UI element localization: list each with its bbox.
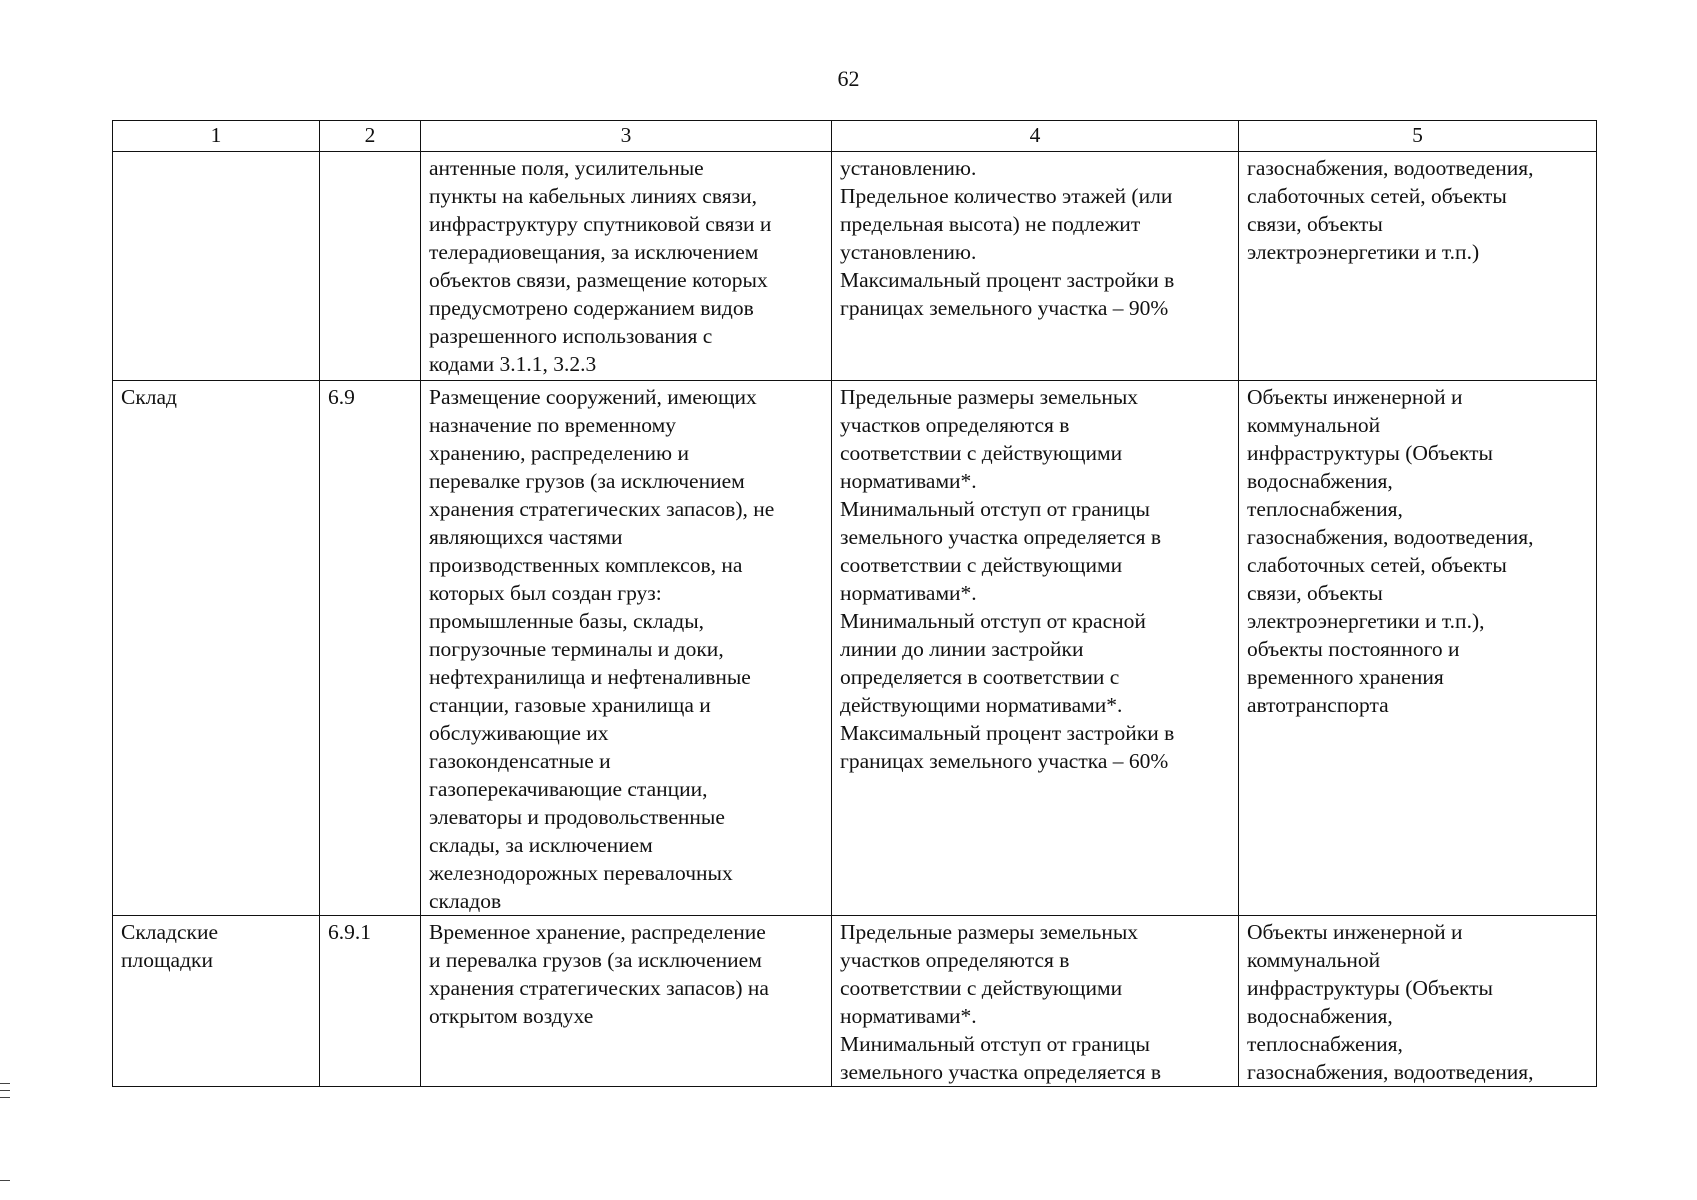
cell-text-line: соответствии с действующими	[840, 441, 1123, 465]
cell-text-line: хранения стратегических запасов), не	[429, 497, 775, 521]
cell-text-line: газоснабжения, водоотведения,	[1247, 156, 1534, 180]
cell-text-line: Предельные размеры земельных	[840, 385, 1139, 409]
cell-use-code	[320, 916, 421, 1087]
cell-text-line: антенные поля, усилительные	[429, 156, 704, 180]
cell-text-line: газоперекачивающие станции,	[429, 777, 708, 801]
cell-text-line: элеваторы и продовольственные	[429, 805, 725, 829]
cell-text-line: обслуживающие их	[429, 721, 609, 745]
header-col-5: 5	[1239, 121, 1597, 152]
cell-parameters	[832, 152, 1239, 381]
cell-text-line: газоконденсатные и	[429, 749, 611, 773]
cell-text-line: связи, объекты	[1247, 212, 1383, 236]
cell-auxiliary-uses	[1239, 152, 1597, 381]
cell-text-line: Минимальный отступ от красной	[840, 609, 1146, 633]
cell-text-line: коммунальной	[1247, 948, 1381, 972]
cell-text-line: предусмотрено содержанием видов	[429, 296, 754, 320]
cell-use-code	[320, 152, 421, 381]
header-col-4: 4	[832, 121, 1239, 152]
cell-text-line: 6.9	[328, 385, 355, 409]
cell-text-line: открытом воздухе	[429, 1004, 594, 1028]
cell-use-description	[421, 152, 832, 381]
cell-text-line: связи, объекты	[1247, 581, 1383, 605]
cell-text-line: предельная высота) не подлежит	[840, 212, 1141, 236]
cell-text-line: Максимальный процент застройки в	[840, 721, 1175, 745]
cell-text-line: инфраструктуру спутниковой связи и	[429, 212, 772, 236]
cell-text-line: Объекты инженерной и	[1247, 385, 1463, 409]
cell-text-line: нормативами*.	[840, 469, 977, 493]
cell-text-line: производственных комплексов, на	[429, 553, 743, 577]
cell-text-line: пункты на кабельных линиях связи,	[429, 184, 757, 208]
cell-text-line: коммунальной	[1247, 413, 1381, 437]
cell-text-line: являющихся частями	[429, 525, 623, 549]
cell-text-line: границах земельного участка – 60%	[840, 749, 1169, 773]
scan-edge-mark	[0, 1090, 10, 1091]
cell-text-line: Складские	[121, 920, 219, 944]
cell-parameters	[832, 381, 1239, 916]
cell-text-line: определяется в соответствии с	[840, 665, 1120, 689]
cell-use-name	[113, 152, 320, 381]
header-col-1: 1	[113, 121, 320, 152]
cell-text-line: склады, за исключением	[429, 833, 653, 857]
cell-text-line: погрузочные терминалы и доки,	[429, 637, 724, 661]
cell-text-line: газоснабжения, водоотведения,	[1247, 1060, 1534, 1084]
cell-text-line: нормативами*.	[840, 1004, 977, 1028]
cell-text-line: водоснабжения,	[1247, 469, 1393, 493]
cell-text-line: станции, газовые хранилища и	[429, 693, 711, 717]
cell-text-line: складов	[429, 889, 502, 913]
cell-text-line: Предельное количество этажей (или	[840, 184, 1173, 208]
cell-text-line: соответствии с действующими	[840, 976, 1123, 1000]
cell-parameters	[832, 916, 1239, 1087]
cell-text-line: границах земельного участка – 90%	[840, 296, 1169, 320]
cell-text-line: перевалке грузов (за исключением	[429, 469, 745, 493]
cell-text-line: слаботочных сетей, объекты	[1247, 553, 1507, 577]
cell-text-line: временного хранения	[1247, 665, 1444, 689]
cell-text-line: соответствии с действующими	[840, 553, 1123, 577]
cell-text-line: электроэнергетики и т.п.)	[1247, 240, 1480, 264]
cell-use-description	[421, 916, 832, 1087]
cell-text-line: участков определяются в	[840, 413, 1070, 437]
cell-text-line: объектов связи, размещение которых	[429, 268, 768, 292]
cell-text-line: телерадиовещания, за исключением	[429, 240, 759, 264]
cell-use-description	[421, 381, 832, 916]
cell-text-line: нефтехранилища и нефтеналивные	[429, 665, 751, 689]
cell-text-line: разрешенного использования с	[429, 324, 713, 348]
table-header	[113, 121, 1597, 152]
cell-text-line: хранению, распределению и	[429, 441, 689, 465]
cell-text-line: Минимальный отступ от границы	[840, 1032, 1150, 1056]
cell-text-line: объекты постоянного и	[1247, 637, 1460, 661]
cell-text-line: инфраструктуры (Объекты	[1247, 976, 1494, 1000]
cell-text-line: железнодорожных перевалочных	[429, 861, 733, 885]
scan-edge-mark	[0, 1097, 10, 1098]
table-row	[113, 152, 1597, 381]
cell-text-line: теплоснабжения,	[1247, 1032, 1403, 1056]
cell-text-line: Максимальный процент застройки в	[840, 268, 1175, 292]
cell-text-line: и перевалка грузов (за исключением	[429, 948, 762, 972]
cell-text-line: нормативами*.	[840, 581, 977, 605]
cell-text-line: Склад	[121, 385, 177, 409]
cell-text-line: инфраструктуры (Объекты	[1247, 441, 1494, 465]
scan-edge-mark	[0, 1180, 10, 1181]
cell-text-line: электроэнергетики и т.п.),	[1247, 609, 1485, 633]
cell-text-line: 6.9.1	[328, 920, 371, 944]
cell-text-line: слаботочных сетей, объекты	[1247, 184, 1507, 208]
header-row	[113, 121, 1597, 152]
cell-text-line: газоснабжения, водоотведения,	[1247, 525, 1534, 549]
cell-text-line: Минимальный отступ от границы	[840, 497, 1150, 521]
cell-text-line: земельного участка определяется в	[840, 525, 1161, 549]
cell-text-line: земельного участка определяется в	[840, 1060, 1161, 1084]
cell-text-line: назначение по временному	[429, 413, 676, 437]
cell-text-line: которых был создан груз:	[429, 581, 662, 605]
cell-use-code	[320, 381, 421, 916]
cell-text-line: установлению.	[840, 156, 977, 180]
cell-text-line: линии до линии застройки	[840, 637, 1084, 661]
cell-text-line: автотранспорта	[1247, 693, 1389, 717]
cell-text-line: установлению.	[840, 240, 977, 264]
cell-text-line: водоснабжения,	[1247, 1004, 1393, 1028]
cell-use-name	[113, 381, 320, 916]
cell-text-line: Размещение сооружений, имеющих	[429, 385, 757, 409]
cell-text-line: промышленные базы, склады,	[429, 609, 705, 633]
cell-text-line: Временное хранение, распределение	[429, 920, 766, 944]
cell-text-line: теплоснабжения,	[1247, 497, 1403, 521]
cell-text-line: Предельные размеры земельных	[840, 920, 1139, 944]
table-row	[113, 381, 1597, 916]
header-col-3: 3	[421, 121, 832, 152]
cell-auxiliary-uses	[1239, 916, 1597, 1087]
page-number: 62	[837, 66, 860, 91]
table-body	[113, 152, 1597, 1087]
cell-text-line: участков определяются в	[840, 948, 1070, 972]
scan-edge-mark	[0, 1083, 10, 1084]
cell-text-line: действующими нормативами*.	[840, 693, 1123, 717]
table-row	[113, 916, 1597, 1087]
header-col-2: 2	[320, 121, 421, 152]
cell-text-line: Объекты инженерной и	[1247, 920, 1463, 944]
cell-text-line: хранения стратегических запасов) на	[429, 976, 769, 1000]
cell-auxiliary-uses	[1239, 381, 1597, 916]
cell-use-name	[113, 916, 320, 1087]
cell-text-line: кодами 3.1.1, 3.2.3	[429, 352, 597, 376]
cell-text-line: площадки	[121, 948, 213, 972]
zoning-table	[112, 120, 1597, 1087]
